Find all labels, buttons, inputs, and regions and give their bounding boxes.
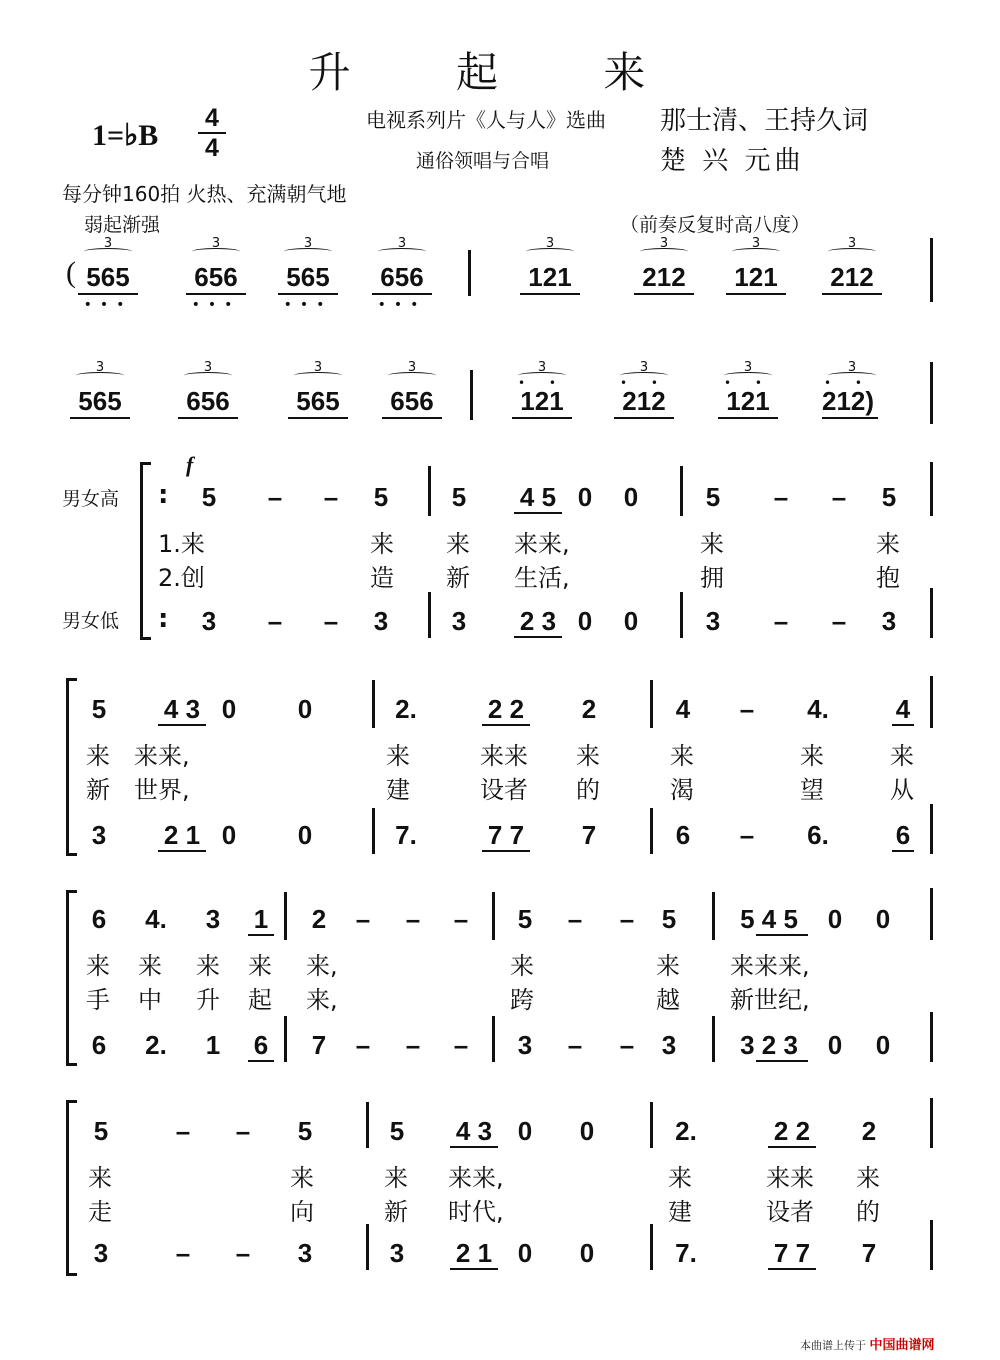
note: 5 [201, 482, 217, 512]
underline [450, 1268, 498, 1270]
source-line-1: 电视系列片《人与人》选曲 [366, 108, 606, 132]
lyric: 生活, [514, 564, 570, 592]
note: 0 [623, 482, 639, 512]
intro-note-group: 565 [86, 262, 130, 292]
lyric: 时代, [448, 1198, 504, 1226]
lyric: 来来 [766, 1164, 814, 1192]
note: 1 [253, 904, 269, 934]
lyric: 新 [446, 564, 470, 592]
lyric: 来 [670, 742, 694, 770]
underline [512, 417, 572, 419]
lyricist-credit: 那士清、王持久词 [660, 106, 869, 136]
low-octave-dots: ••• [83, 297, 133, 313]
note: 3 [705, 606, 721, 636]
high-octave-dots: • • [620, 376, 668, 390]
footer-text: 本曲谱上传于 [800, 1339, 866, 1352]
underline [248, 934, 274, 936]
lyric: 来 [86, 952, 110, 980]
note: 0 [827, 1030, 843, 1060]
lyric: 的 [856, 1198, 880, 1226]
note: 7. [675, 1238, 697, 1268]
barline [650, 808, 653, 854]
underline [482, 724, 530, 726]
lyric: 起 [248, 986, 272, 1014]
lyric: 来 [290, 1164, 314, 1192]
note: 6 [91, 904, 107, 934]
barline [930, 1012, 933, 1062]
lyric: 升 [196, 986, 220, 1014]
note: – [739, 694, 755, 724]
note: – [831, 482, 847, 512]
lyric: 抱 [876, 564, 900, 592]
barline [930, 804, 933, 854]
lyric: 走 [88, 1198, 112, 1226]
intro-note-group: 121 [528, 262, 572, 292]
time-signature-top: 4 [198, 104, 226, 134]
lyric: 的 [576, 776, 600, 804]
note: 5 [881, 482, 897, 512]
note: 5 [451, 482, 467, 512]
note: 2 2 [487, 694, 525, 724]
underline [822, 417, 878, 419]
note: 7 7 [773, 1238, 811, 1268]
note: 0 [623, 606, 639, 636]
intro-note-group: 565 [296, 386, 340, 416]
lyric: 来 [248, 952, 272, 980]
note: 0 [221, 820, 237, 850]
note: 2 1 [455, 1238, 493, 1268]
barline [428, 592, 431, 638]
triplet-mark: 3 [378, 236, 426, 251]
triplet-mark: 3 [828, 360, 876, 375]
note: – [453, 904, 469, 934]
note: – [739, 820, 755, 850]
note: 7 7 [487, 820, 525, 850]
note: 4. [807, 694, 829, 724]
intro-note-group: 565 [78, 386, 122, 416]
triplet-mark: 3 [620, 360, 668, 375]
lyric: 新 [86, 776, 110, 804]
note: – [323, 606, 339, 636]
low-octave-dots: ••• [377, 297, 427, 313]
intro-dynamic: 弱起渐强 [84, 214, 161, 236]
lyric: 拥 [700, 564, 724, 592]
note: 0 [517, 1238, 533, 1268]
note: 3 [93, 1238, 109, 1268]
barline [428, 466, 431, 516]
underline [158, 724, 206, 726]
voice-label-low: 男女低 [62, 610, 120, 632]
time-signature-bottom: 4 [205, 134, 219, 162]
lyric: 来 [386, 742, 410, 770]
barline [372, 680, 375, 728]
lyric: 建 [668, 1198, 692, 1226]
lyric: 来 [576, 742, 600, 770]
system-bracket [66, 890, 77, 1066]
note: – [355, 904, 371, 934]
system-bracket [66, 678, 77, 856]
note: 3 2 3 [740, 1030, 798, 1060]
note: 2 [311, 904, 327, 934]
lyric: 2.创 [158, 564, 205, 592]
note: 5 [93, 1116, 109, 1146]
note: 0 [297, 694, 313, 724]
note: 3 [881, 606, 897, 636]
triplet-mark: 3 [526, 236, 574, 251]
underline [382, 417, 442, 419]
lyric: 来 [890, 742, 914, 770]
lyric: 世界, [134, 776, 190, 804]
note: 0 [579, 1238, 595, 1268]
note: 5 [373, 482, 389, 512]
intro-note-group: 656 [194, 262, 238, 292]
underline [892, 850, 914, 852]
lyric: 来 [138, 952, 162, 980]
note: – [831, 606, 847, 636]
note: – [175, 1116, 191, 1146]
underline [768, 1268, 816, 1270]
lyric: 越 [656, 986, 680, 1014]
system-bracket [140, 462, 151, 640]
note: 0 [579, 1116, 595, 1146]
triplet-mark: 3 [192, 236, 240, 251]
note: – [567, 904, 583, 934]
triplet-mark: 3 [294, 360, 342, 375]
note: 5 [517, 904, 533, 934]
barline [930, 888, 933, 940]
note: 3 [297, 1238, 313, 1268]
lyric: 来来来, [730, 952, 810, 980]
underline [634, 293, 694, 295]
note: 4 3 [163, 694, 201, 724]
barline [492, 1016, 495, 1062]
note: 7 [581, 820, 597, 850]
underline [822, 293, 882, 295]
barline [930, 362, 933, 424]
note: – [619, 904, 635, 934]
note: – [453, 1030, 469, 1060]
high-octave-dots: • • [824, 376, 872, 390]
lyric: 新 [384, 1198, 408, 1226]
underline [450, 1146, 498, 1148]
lyric: 建 [386, 776, 410, 804]
lyric: 来 [656, 952, 680, 980]
lyric: 设者 [766, 1198, 814, 1226]
note: 3 [389, 1238, 405, 1268]
lyric: 造 [370, 564, 394, 592]
lyric: 设者 [480, 776, 528, 804]
note: 3 [201, 606, 217, 636]
intro-note-group: 212) [822, 386, 875, 416]
note: 3 [205, 904, 221, 934]
note: 2 [581, 694, 597, 724]
underline [726, 293, 786, 295]
barline [930, 1220, 933, 1270]
underline [372, 293, 432, 295]
page-title: 升 起 来 [308, 48, 692, 97]
dynamic-forte: f [186, 452, 194, 477]
triplet-mark: 3 [84, 236, 132, 251]
lyric: 来 [700, 530, 724, 558]
lyric: 来, [306, 952, 338, 980]
lyric: 来来, [514, 530, 570, 558]
underline [158, 850, 206, 852]
lyric: 来 [668, 1164, 692, 1192]
triplet-mark: 3 [284, 236, 332, 251]
note: – [773, 482, 789, 512]
note: 2 [861, 1116, 877, 1146]
note: – [567, 1030, 583, 1060]
underline [514, 512, 562, 514]
lyric: 来 [86, 742, 110, 770]
barline [650, 680, 653, 728]
note: 5 [661, 904, 677, 934]
underline [70, 417, 130, 419]
underline [248, 1060, 274, 1062]
note: 4 [675, 694, 691, 724]
barline [470, 370, 473, 420]
note: – [619, 1030, 635, 1060]
barline [468, 250, 471, 296]
note: 0 [577, 606, 593, 636]
underline [614, 417, 674, 419]
underline [78, 293, 138, 295]
intro-note-group: 656 [186, 386, 230, 416]
intro-note-group: 121 [734, 262, 778, 292]
lyric: 来 [510, 952, 534, 980]
note: 4 3 [455, 1116, 493, 1146]
underline [178, 417, 238, 419]
note: 3 [661, 1030, 677, 1060]
note: 1 [205, 1030, 221, 1060]
barline [930, 588, 933, 638]
lyric: 望 [800, 776, 824, 804]
triplet-mark: 3 [640, 236, 688, 251]
triplet-mark: 3 [518, 360, 566, 375]
note: 5 [705, 482, 721, 512]
note: 6. [807, 820, 829, 850]
lyric: 渴 [670, 776, 694, 804]
lyric: 来来, [134, 742, 190, 770]
barline [372, 808, 375, 854]
note: 3 [451, 606, 467, 636]
note: – [405, 904, 421, 934]
lyric: 来来, [448, 1164, 504, 1192]
barline [712, 1016, 715, 1062]
note: 2. [145, 1030, 167, 1060]
lyric: 1.来 [158, 530, 205, 558]
key-signature: 1=♭B [92, 119, 159, 152]
note: 7 [311, 1030, 327, 1060]
note: 6 [91, 1030, 107, 1060]
lyric: 向 [290, 1198, 314, 1226]
underline [718, 417, 778, 419]
note: 0 [517, 1116, 533, 1146]
intro-note-group: 212 [830, 262, 874, 292]
note: – [405, 1030, 421, 1060]
note: 4 [895, 694, 911, 724]
note: 0 [875, 904, 891, 934]
note: 0 [297, 820, 313, 850]
time-signature [198, 104, 226, 162]
note: 0 [577, 482, 593, 512]
underline [892, 724, 914, 726]
barline [930, 676, 933, 728]
intro-note-group: 212 [622, 386, 666, 416]
lyric: 来 [196, 952, 220, 980]
note: – [267, 606, 283, 636]
underline [278, 293, 338, 295]
underline [482, 850, 530, 852]
underline [768, 1146, 816, 1148]
composer-credit: 楚 兴 元曲 [660, 146, 805, 176]
triplet-mark: 3 [184, 360, 232, 375]
barline [284, 1016, 287, 1062]
lyric: 来 [384, 1164, 408, 1192]
triplet-mark: 3 [724, 360, 772, 375]
note: – [235, 1116, 251, 1146]
note: – [355, 1030, 371, 1060]
lyric: 新世纪, [730, 986, 810, 1014]
low-octave-dots: ••• [283, 297, 333, 313]
note: 4 5 [519, 482, 557, 512]
intro-note-group: 565 [286, 262, 330, 292]
barline [284, 892, 287, 940]
barline [366, 1102, 369, 1148]
prelude-note: （前奏反复时高八度） [620, 214, 811, 236]
underline [186, 293, 246, 295]
note: 6 [895, 820, 911, 850]
note: 2 1 [163, 820, 201, 850]
note: 3 [91, 820, 107, 850]
underline [288, 417, 348, 419]
note: – [235, 1238, 251, 1268]
lyric: 来 [88, 1164, 112, 1192]
note: 0 [875, 1030, 891, 1060]
triplet-mark: 3 [388, 360, 436, 375]
lyric: 来 [800, 742, 824, 770]
tempo-marking: 每分钟160拍 火热、充满朝气地 [62, 182, 347, 206]
intro-note-group: 121 [726, 386, 770, 416]
note: – [773, 606, 789, 636]
system-bracket [66, 1100, 77, 1276]
note: 4. [145, 904, 167, 934]
note: 5 4 5 [740, 904, 798, 934]
lyric: 来, [306, 986, 338, 1014]
note: 2. [395, 694, 417, 724]
note: 7. [395, 820, 417, 850]
note: 6 [675, 820, 691, 850]
note: 2 2 [773, 1116, 811, 1146]
barline [650, 1102, 653, 1148]
note: 6 [253, 1030, 269, 1060]
lyric: 跨 [510, 986, 534, 1014]
intro-note-group: 121 [520, 386, 564, 416]
note: – [175, 1238, 191, 1268]
note: 3 [517, 1030, 533, 1060]
high-octave-dots: • • [518, 376, 566, 390]
note: 5 [91, 694, 107, 724]
footer-site-logo: 中国曲谱网 [869, 1338, 935, 1353]
underline [520, 293, 580, 295]
underline [756, 934, 808, 936]
note: 2. [675, 1116, 697, 1146]
underline [514, 636, 562, 638]
intro-note-group: 656 [380, 262, 424, 292]
triplet-mark: 3 [828, 236, 876, 251]
underline [756, 1060, 808, 1062]
barline [680, 592, 683, 638]
barline [930, 1098, 933, 1148]
barline [712, 892, 715, 940]
note: 0 [221, 694, 237, 724]
barline [930, 238, 933, 302]
note: 2 3 [519, 606, 557, 636]
lyric: 来 [876, 530, 900, 558]
intro-note-group: 656 [390, 386, 434, 416]
lyric: 来 [370, 530, 394, 558]
lyric: 手 [86, 986, 110, 1014]
barline [492, 892, 495, 940]
barline [680, 466, 683, 516]
low-octave-dots: ••• [191, 297, 241, 313]
voice-label-high: 男女高 [62, 488, 120, 510]
repeat-sign: : [158, 480, 169, 510]
note: – [323, 482, 339, 512]
intro-note-group: 212 [642, 262, 686, 292]
repeat-sign: : [158, 604, 169, 634]
barline [930, 462, 933, 516]
note: – [267, 482, 283, 512]
note: 0 [827, 904, 843, 934]
note: 3 [373, 606, 389, 636]
barline [650, 1224, 653, 1270]
barline [366, 1224, 369, 1270]
lyric: 从 [890, 776, 914, 804]
lyric: 来来 [480, 742, 528, 770]
footer-credit [800, 1334, 935, 1353]
open-paren: ( [66, 256, 76, 289]
source-line-2: 通俗领唱与合唱 [416, 150, 550, 172]
note: 5 [389, 1116, 405, 1146]
note: 5 [297, 1116, 313, 1146]
high-octave-dots: • • [724, 376, 772, 390]
lyric: 来 [856, 1164, 880, 1192]
triplet-mark: 3 [76, 360, 124, 375]
lyric: 中 [138, 986, 162, 1014]
note: 7 [861, 1238, 877, 1268]
triplet-mark: 3 [732, 236, 780, 251]
lyric: 来 [446, 530, 470, 558]
